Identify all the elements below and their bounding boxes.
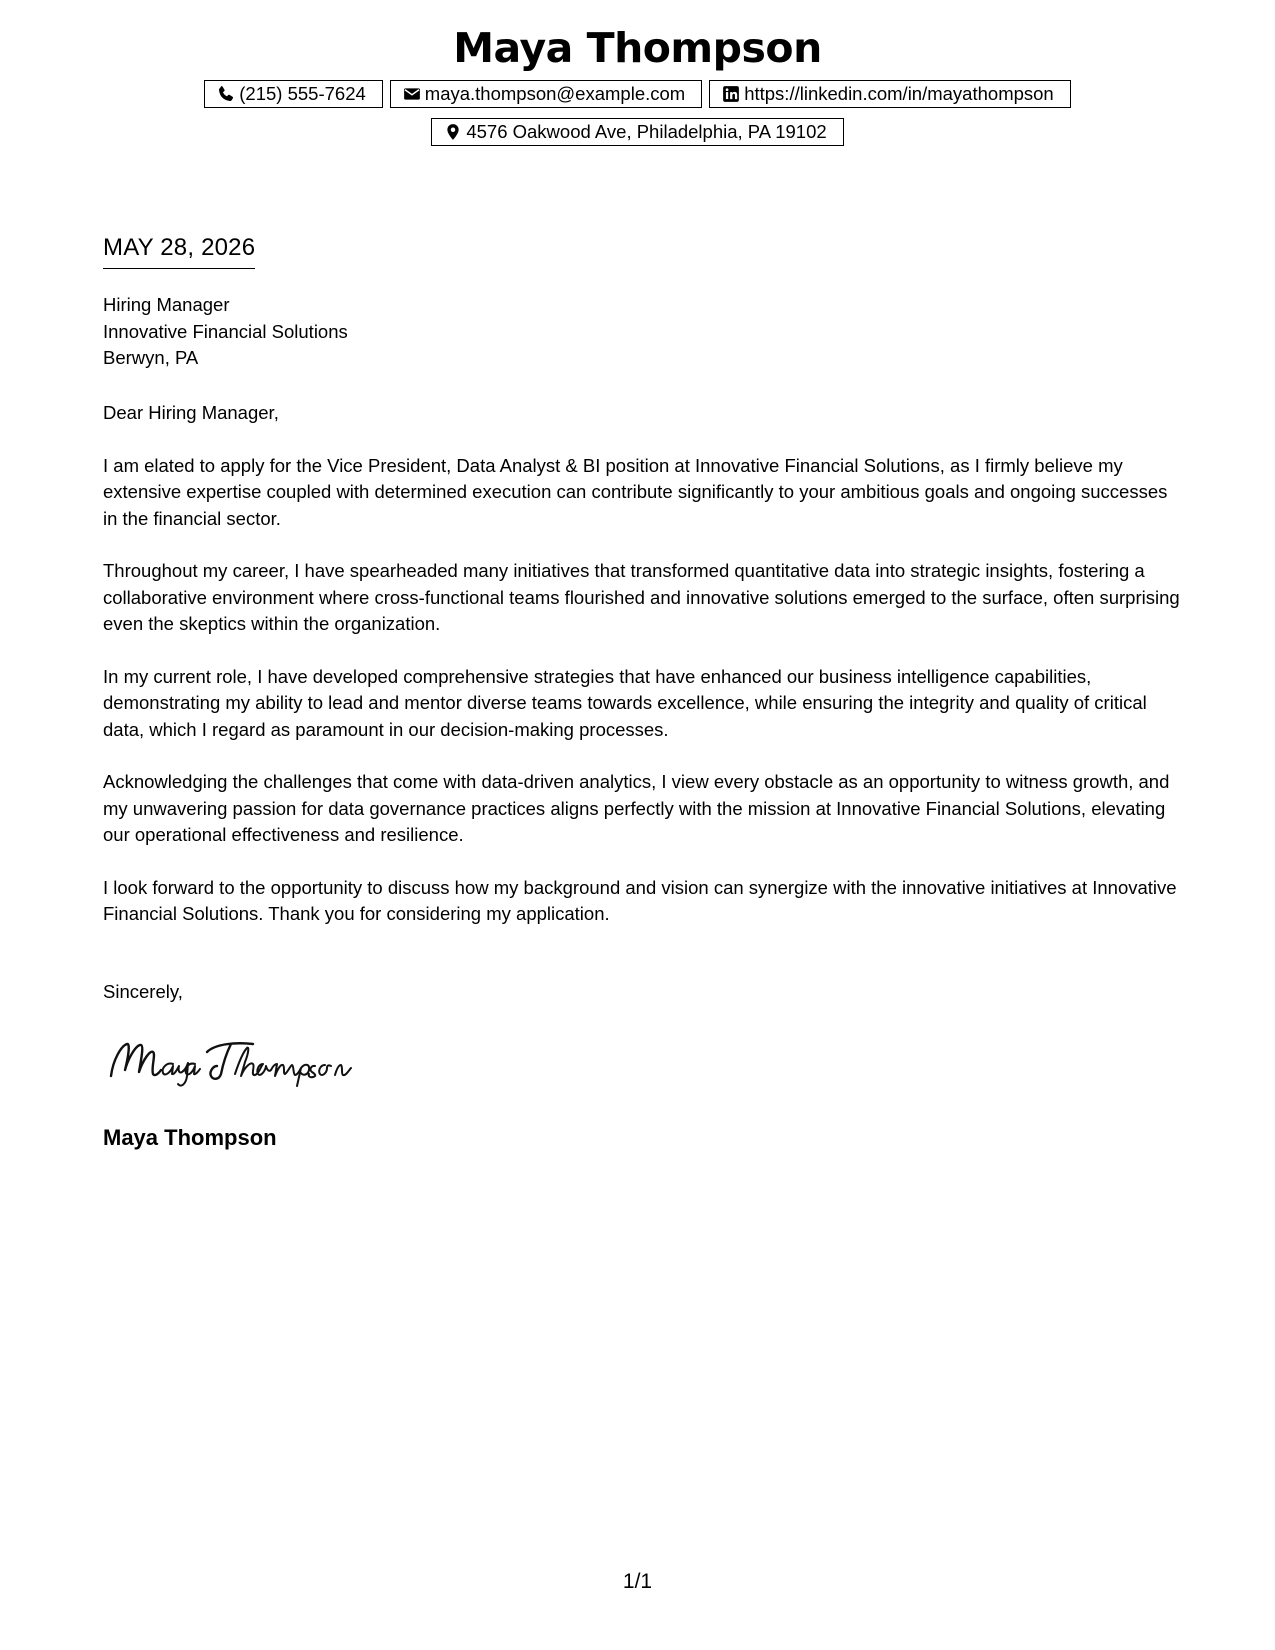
body-paragraph-4: Acknowledging the challenges that come with data-driven analytics, I view every obstacle as an opportunity to witness growth, and my unwavering passion for data governance practices aligns perfectly with the mission at Innovative Financial Solutions, elevating our operational effectiveness and resilience. (103, 771, 1170, 845)
letter-body (103, 400, 1183, 954)
phone-chip[interactable] (204, 80, 383, 108)
phone-text: (215) 555-7624 (239, 83, 366, 104)
signer-name: Maya Thompson (103, 1125, 277, 1150)
salutation: Dear Hiring Manager, (103, 402, 279, 423)
linkedin-chip[interactable] (709, 80, 1071, 108)
email-chip[interactable] (390, 80, 702, 108)
address-chip[interactable] (431, 118, 843, 146)
body-paragraph-1: I am elated to apply for the Vice President, Data Analyst & BI position at Innovative Financial Solutions, as I firmly believe my extensive expertise coupled with determined execution can contribute significantly to your ambitious goals and ongoing successes in the financial sector. (103, 454, 1168, 529)
recipient-title: Hiring Manager (103, 294, 230, 315)
envelope-icon (403, 85, 421, 103)
applicant-name: Maya Thompson (453, 24, 822, 72)
linkedin-text: https://linkedin.com/in/mayathompson (744, 83, 1054, 104)
letter-date: MAY 28, 2026 (103, 234, 255, 269)
recipient-company: Innovative Financial Solutions (103, 320, 348, 342)
recipient-block (103, 292, 348, 372)
body-paragraph-2: Throughout my career, I have spearheaded many initiatives that transformed quantitative data into strategic insights, fostering a collaborative environment where cross-functional teams flourished and innovative solutions emerged to the surface, often surprising even the skeptics within the organization. (103, 560, 1180, 634)
phone-icon (217, 85, 235, 103)
body-paragraph-3: In my current role, I have developed comprehensive strategies that have enhanced our business intelligence capabilities, demonstrating my ability to lead and mentor diverse teams towards excellence, while ensuring the integrity and quality of critical data, which I regard as paramount in our decision-making processes. (103, 665, 1147, 740)
closing: Sincerely, (103, 981, 183, 1002)
handwritten-signature (103, 1030, 363, 1090)
page-number: 1/1 (622, 1570, 653, 1593)
address-text: 4576 Oakwood Ave, Philadelphia, PA 19102 (466, 121, 827, 142)
contact-row-primary (0, 80, 1275, 108)
map-marker-icon (444, 123, 462, 141)
contact-row-secondary (0, 118, 1275, 146)
email-text: maya.thompson@example.com (424, 83, 686, 104)
body-paragraph-5: I look forward to the opportunity to discuss how my background and vision can synergize with the innovative initiatives at Innovative Financial Solutions. Thank you for considering my application. (103, 876, 1177, 924)
linkedin-icon (722, 85, 740, 103)
recipient-location: Berwyn, PA (103, 347, 199, 368)
